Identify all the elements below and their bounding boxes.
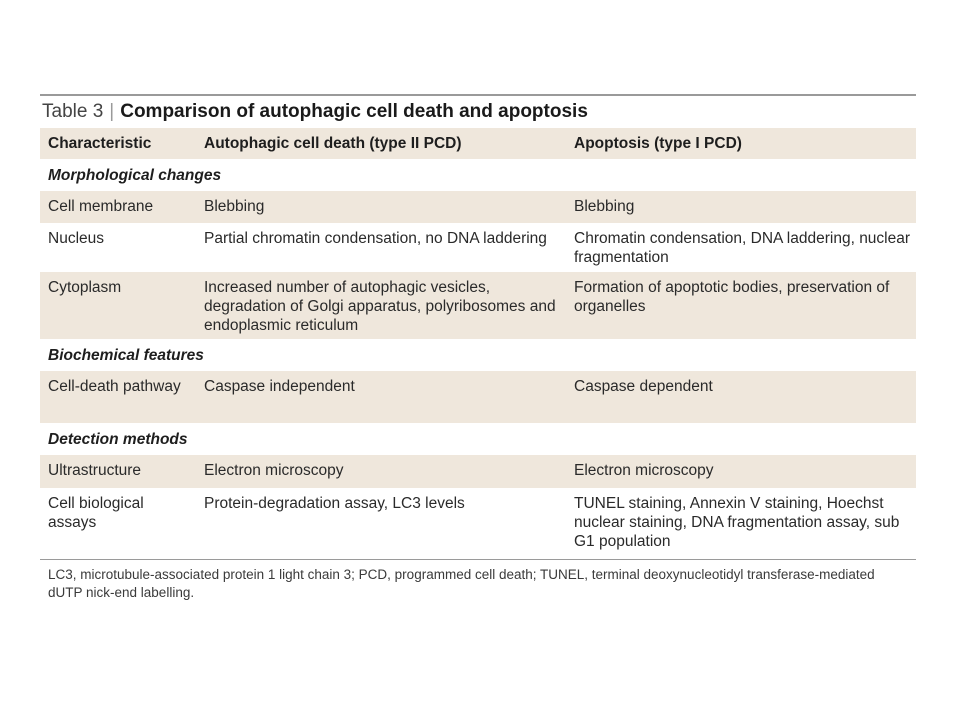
cell-apoptosis: Chromatin condensation, DNA laddering, nuclear fragmentation — [574, 230, 911, 266]
table-row — [40, 488, 916, 555]
cell-autophagic: Blebbing — [196, 191, 566, 223]
section-row-biochemical — [40, 339, 916, 371]
cell-autophagic: Partial chromatin condensation, no DNA laddering — [204, 230, 547, 247]
table-row — [40, 455, 916, 488]
table-row — [40, 272, 916, 339]
section-heading: Detection methods — [48, 430, 188, 448]
section-heading: Morphological changes — [48, 166, 222, 184]
table-label: Table 3 — [42, 101, 104, 122]
table-row — [40, 191, 916, 223]
section-row-detection — [40, 423, 916, 455]
cell-autophagic: Caspase independent — [196, 371, 566, 423]
cell-apoptosis: Formation of apoptotic bodies, preservation of organelles — [566, 272, 916, 339]
cell-apoptosis: TUNEL staining, Annexin V staining, Hoechst nuclear staining, DNA fragmentation assay, sub G1 population — [574, 495, 900, 550]
header-autophagic: Autophagic cell death (type II PCD) — [196, 128, 566, 159]
table-title-row — [40, 96, 916, 128]
comparison-table — [40, 128, 916, 555]
header-apoptosis: Apoptosis (type I PCD) — [566, 128, 916, 159]
table-row — [40, 371, 916, 423]
row-label: Cell-death pathway — [40, 371, 196, 423]
cell-autophagic: Protein-degradation assay, LC3 levels — [204, 495, 465, 512]
row-label: Cell membrane — [40, 191, 196, 223]
title-separator: | — [109, 101, 115, 122]
table-footnote: LC3, microtubule-associated protein 1 light chain 3; PCD, programmed cell death; TUNEL, terminal deoxynucleotidyl transferase-mediated dUTP nick-end labelling. — [48, 567, 875, 600]
header-characteristic: Characteristic — [40, 128, 196, 159]
row-label: Cytoplasm — [40, 272, 196, 339]
section-row-morphological — [40, 159, 916, 191]
row-label: Ultrastructure — [40, 455, 196, 488]
cell-apoptosis: Electron microscopy — [566, 455, 916, 488]
cell-autophagic: Increased number of autophagic vesicles, degradation of Golgi apparatus, polyribosomes and endoplasmic reticulum — [196, 272, 566, 339]
table-header-row — [40, 128, 916, 159]
row-label: Nucleus — [48, 230, 104, 247]
cell-apoptosis: Blebbing — [566, 191, 916, 223]
table-row — [40, 223, 916, 272]
comparison-table-figure — [40, 94, 916, 602]
row-label: Cell biological assays — [48, 495, 144, 531]
section-heading: Biochemical features — [48, 346, 204, 364]
cell-apoptosis: Caspase dependent — [566, 371, 916, 423]
cell-autophagic: Electron microscopy — [196, 455, 566, 488]
table-title: Comparison of autophagic cell death and apoptosis — [120, 101, 588, 122]
